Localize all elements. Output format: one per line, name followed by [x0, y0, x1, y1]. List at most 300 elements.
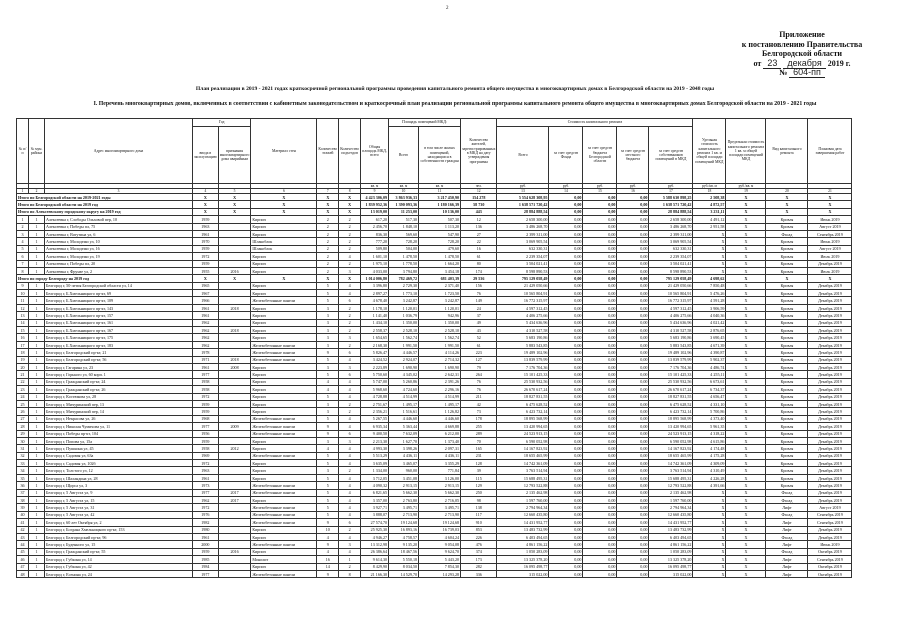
date-year: 2019 г.: [827, 58, 851, 68]
table-cell: 0,00: [583, 526, 617, 533]
table-cell: X: [726, 460, 766, 467]
table-cell: 70: [461, 437, 497, 444]
table-cell: 16 095 498,77: [649, 563, 693, 570]
table-cell: 3: [317, 304, 339, 311]
table-cell: Август 2019: [808, 245, 852, 252]
table-cell: X: [726, 489, 766, 496]
table-cell: 19: [17, 356, 29, 363]
table-cell: 25 530 932,56: [497, 378, 549, 385]
table-cell: 4 406 275,66: [497, 312, 549, 319]
appendix-block: [712, 30, 892, 78]
address-cell: Белгород г, Гражданский пр-кт, 24: [45, 378, 193, 385]
table-cell: 2000: [193, 541, 219, 548]
table-cell: Кирпич: [251, 467, 317, 474]
table-cell: Июнь 2019: [808, 238, 852, 245]
table-cell: Кровля: [766, 216, 808, 223]
table-cell: 5: [317, 282, 339, 289]
table-cell: 0,00: [617, 371, 649, 378]
table-cell: 2: [339, 341, 361, 348]
table-cell: Кровля: [766, 430, 808, 437]
table-cell: 3 712,05: [361, 474, 389, 481]
table-cell: 4 491,12: [693, 216, 726, 223]
table-row: [17, 282, 852, 289]
table-cell: 1982: [193, 519, 219, 526]
table-row: [17, 452, 852, 459]
table-cell: 3 927,71: [361, 504, 389, 511]
table-cell: [218, 482, 251, 489]
table-cell: 2: [339, 312, 361, 319]
table-cell: 0,00: [549, 408, 583, 415]
table-cell: X: [726, 238, 766, 245]
table-cell: [218, 467, 251, 474]
table-cell: 0,00: [617, 445, 649, 452]
table-row: [17, 504, 852, 511]
table-cell: 1961: [193, 312, 219, 319]
table-cell: 0,00: [583, 533, 617, 540]
table-cell: 4 615,86: [693, 437, 726, 444]
table-cell: [218, 386, 251, 393]
address-cell: Белгород г, Садовая ул, 63а: [45, 452, 193, 459]
table-cell: [218, 504, 251, 511]
table-cell: Кровля: [766, 223, 808, 230]
table-cell: Июнь 2019: [808, 216, 852, 223]
summary-cell: 0,00: [617, 275, 649, 282]
column-number-cell: 19: [726, 189, 766, 194]
table-cell: 0,00: [617, 349, 649, 356]
summary-cell: 0,00: [617, 208, 649, 215]
table-cell: 5: [317, 393, 339, 400]
table-cell: Декабрь 2019: [808, 526, 852, 533]
col-regional: за счет средств бюджета Белгородской области: [583, 127, 617, 184]
table-cell: 3 396,80: [361, 282, 389, 289]
table-cell: [218, 297, 251, 304]
table-cell: 4 406 275,66: [649, 312, 693, 319]
table-cell: 3 126,00: [419, 474, 461, 481]
table-cell: 509,80: [361, 245, 389, 252]
table-cell: 2: [317, 216, 339, 223]
summary-cell: X: [808, 194, 852, 201]
table-cell: Кровля: [766, 245, 808, 252]
summary-cell: X: [218, 201, 251, 208]
summary-label: Итого по Алексеевскому городскому округу на 2019 год: [17, 208, 193, 215]
table-cell: X: [726, 334, 766, 341]
table-cell: 5 476,26: [693, 290, 726, 297]
summary-cell: X: [339, 208, 361, 215]
table-cell: Декабрь 2019: [808, 260, 852, 267]
table-cell: 1 050 283,09: [497, 548, 549, 555]
table-cell: Декабрь 2019: [808, 423, 852, 430]
table-cell: 0,00: [583, 230, 617, 237]
table-cell: 3 888,07: [361, 511, 389, 518]
summary-cell: 0,00: [583, 201, 617, 208]
table-cell: 4 255,11: [693, 371, 726, 378]
table-cell: Кирпич: [251, 319, 317, 326]
summary-cell: 681 403,39: [419, 275, 461, 282]
table-cell: Кровля: [766, 341, 808, 348]
table-cell: 2: [317, 267, 339, 274]
table-cell: 39: [17, 504, 29, 511]
table-row: [17, 497, 852, 504]
table-cell: X: [693, 548, 726, 555]
table-cell: 13 483 732,99: [497, 526, 549, 533]
table-cell: 39: [461, 467, 497, 474]
table-cell: X: [726, 304, 766, 311]
table-cell: Июнь 2019: [808, 541, 852, 548]
address-cell: Белгород г, Шаландина ул, 28: [45, 474, 193, 481]
table-cell: X: [726, 312, 766, 319]
table-cell: 24 523 913,15: [649, 430, 693, 437]
table-cell: 1: [29, 482, 45, 489]
buildings-table: [16, 118, 852, 578]
table-cell: Кирпич: [251, 371, 317, 378]
table-cell: 3: [339, 363, 361, 370]
table-cell: 2017: [218, 497, 251, 504]
table-cell: 1 723,50: [419, 290, 461, 297]
table-cell: 1: [29, 349, 45, 356]
table-cell: X: [693, 489, 726, 496]
table-cell: Кирпич: [251, 533, 317, 540]
table-cell: Кровля: [766, 378, 808, 385]
table-cell: X: [726, 371, 766, 378]
summary-cell: 0,00: [583, 194, 617, 201]
table-cell: 73: [461, 408, 497, 415]
table-cell: 0,00: [583, 489, 617, 496]
table-cell: Лифт: [766, 570, 808, 577]
table-cell: Декабрь 2019: [808, 378, 852, 385]
table-cell: 76: [461, 386, 497, 393]
table-cell: 1 478,50: [419, 253, 461, 260]
table-cell: Лифт: [766, 541, 808, 548]
table-cell: 0,00: [583, 482, 617, 489]
table-cell: Кровля: [766, 297, 808, 304]
table-cell: 22: [17, 378, 29, 385]
table-cell: 4: [339, 356, 361, 363]
table-cell: 52: [461, 334, 497, 341]
table-cell: 1: [29, 452, 45, 459]
table-cell: 4: [339, 504, 361, 511]
column-number-cell: 2: [29, 189, 45, 194]
column-number-cell: 20: [766, 189, 808, 194]
table-cell: Декабрь 2019: [808, 356, 852, 363]
table-cell: X: [726, 267, 766, 274]
table-cell: 13 839 579,99: [497, 356, 549, 363]
table-cell: 3 794,80: [389, 267, 419, 274]
col-unit-cost: Удельная стоимость капитального ремонта 1 кв. м общей площади помещений МКД: [693, 119, 726, 184]
table-row: [17, 297, 852, 304]
table-cell: Кирпич: [251, 253, 317, 260]
table-row: [17, 445, 852, 452]
table-cell: 4 656,47: [693, 393, 726, 400]
table-cell: 8 598 890,53: [497, 267, 549, 274]
table-cell: 23: [17, 386, 29, 393]
table-cell: 21 429 050,66: [649, 282, 693, 289]
table-cell: 3 486 268,70: [497, 223, 549, 230]
table-cell: 4 861 156,22: [649, 541, 693, 548]
table-cell: 21: [17, 371, 29, 378]
number-value: 604-пп: [789, 67, 825, 78]
table-cell: Кровля: [766, 393, 808, 400]
table-cell: 0,00: [583, 297, 617, 304]
table-cell: Кирпич: [251, 548, 317, 555]
address-cell: Белгород г, Б.Хмельницкого пр-кт, 167: [45, 327, 193, 334]
table-row: [17, 408, 852, 415]
table-cell: 47: [17, 563, 29, 570]
table-cell: 728,20: [419, 238, 461, 245]
table-cell: 5 700,86: [693, 408, 726, 415]
table-cell: 16: [17, 334, 29, 341]
group-area: Площадь помещений МКД:: [389, 119, 461, 127]
table-cell: 1: [29, 304, 45, 311]
table-cell: 2 399 311,00: [497, 230, 549, 237]
summary-cell: 1 638 571 720,42: [497, 201, 549, 208]
table-cell: 16 772 315,97: [497, 297, 549, 304]
table-cell: 13 312,98: [361, 541, 389, 548]
table-cell: 0,00: [617, 341, 649, 348]
table-cell: X: [726, 260, 766, 267]
table-cell: 19 124,68: [419, 519, 461, 526]
table-cell: [218, 511, 251, 518]
address-cell: Белгород г, Попова ул, 15а: [45, 437, 193, 444]
table-cell: 0,00: [549, 363, 583, 370]
table-cell: Кровля: [766, 267, 808, 274]
table-cell: 3 424,52: [361, 356, 389, 363]
table-cell: 0,00: [617, 541, 649, 548]
table-cell: 0,00: [617, 267, 649, 274]
table-cell: 4 226,28: [693, 474, 726, 481]
address-cell: Белгород г, Победы пр-кт, 104: [45, 430, 193, 437]
table-cell: 6 475 628,52: [497, 400, 549, 407]
table-cell: 777,20: [361, 238, 389, 245]
table-cell: 1: [29, 489, 45, 496]
table-cell: 0,00: [549, 378, 583, 385]
table-row: [17, 260, 852, 267]
table-cell: 1 690,90: [389, 363, 419, 370]
table-cell: 4: [339, 386, 361, 393]
col-address: Адрес многоквартирного дома: [45, 119, 193, 184]
table-cell: Шлакоблок: [251, 245, 317, 252]
table-cell: [218, 430, 251, 437]
table-cell: X: [726, 327, 766, 334]
table-cell: 1961: [193, 533, 219, 540]
table-cell: 1967: [193, 290, 219, 297]
table-cell: Железобетонные панели: [251, 541, 317, 548]
table-cell: 1963: [193, 223, 219, 230]
table-cell: 19 124,68: [389, 519, 419, 526]
table-cell: 14 293,28: [419, 570, 461, 577]
table-cell: 2018: [218, 304, 251, 311]
address-cell: Белгород г, 50-летия Белгородской области ул, 14: [45, 282, 193, 289]
table-cell: Декабрь 2019: [808, 497, 852, 504]
table-cell: 0,00: [583, 519, 617, 526]
table-cell: 231: [461, 452, 497, 459]
table-cell: 2 296,16: [419, 386, 461, 393]
summary-cell: 0,00: [617, 194, 649, 201]
table-cell: 46: [17, 556, 29, 563]
table-cell: 0,00: [549, 223, 583, 230]
table-cell: 1962: [193, 497, 219, 504]
table-cell: Кирпич: [251, 400, 317, 407]
table-cell: 1 334,00: [361, 467, 389, 474]
table-cell: 15 101 425,33: [649, 371, 693, 378]
table-cell: 14: [17, 319, 29, 326]
table-row: [17, 437, 852, 444]
table-cell: Кровля: [766, 467, 808, 474]
address-cell: Белгород г, Николая Чумичова ул, 11: [45, 423, 193, 430]
table-cell: 1971: [193, 356, 219, 363]
table-cell: 24: [461, 304, 497, 311]
table-cell: 0,00: [583, 445, 617, 452]
table-cell: 2: [317, 230, 339, 237]
address-cell: Белгород г, Б.Хмельницкого пр-кт, 109: [45, 297, 193, 304]
table-cell: [218, 371, 251, 378]
table-cell: Декабрь 2019: [808, 386, 852, 393]
table-cell: Декабрь 2019: [808, 474, 852, 481]
table-cell: Железобетонные панели: [251, 297, 317, 304]
table-cell: [218, 378, 251, 385]
table-cell: 2 729,30: [389, 282, 419, 289]
table-cell: Декабрь 2019: [808, 282, 852, 289]
table-cell: 0,00: [583, 253, 617, 260]
table-cell: 5: [317, 356, 339, 363]
unit-cell: руб.: [583, 184, 617, 189]
summary-row: [17, 194, 852, 201]
table-cell: 0,00: [549, 349, 583, 356]
address-cell: Алексеевка г, Молодежи ул, 19: [45, 253, 193, 260]
table-cell: 1: [29, 253, 45, 260]
table-cell: 4 446,60: [389, 415, 419, 422]
table-cell: 569,60: [389, 230, 419, 237]
table-row: [17, 548, 852, 555]
table-cell: 1 975,10: [361, 260, 389, 267]
table-cell: Декабрь 2019: [808, 371, 852, 378]
table-cell: 2: [339, 223, 361, 230]
table-cell: 8: [339, 570, 361, 577]
table-cell: 0,00: [617, 504, 649, 511]
table-cell: [218, 541, 251, 548]
table-cell: 0,00: [583, 341, 617, 348]
table-cell: 0,00: [583, 282, 617, 289]
table-cell: 4 040,36: [693, 312, 726, 319]
table-cell: 5: [317, 482, 339, 489]
table-cell: 5: [317, 460, 339, 467]
table-cell: 4 331,10: [693, 400, 726, 407]
table-cell: 0,00: [617, 393, 649, 400]
table-cell: 21 429 050,66: [497, 282, 549, 289]
address-cell: Белгород г, Богдана Хмельницкого пр-кт, 153: [45, 526, 193, 533]
table-cell: 14 167 823,92: [497, 445, 549, 452]
table-cell: 22: [461, 238, 497, 245]
table-cell: 0,00: [549, 341, 583, 348]
table-cell: Кирпич: [251, 393, 317, 400]
table-cell: 4 436,11: [419, 452, 461, 459]
col-fund: за счет средств Фонда: [549, 127, 583, 184]
summary-cell: 1 390 093,36: [389, 201, 419, 208]
table-cell: 1977: [193, 570, 219, 577]
table-cell: 12 793 522,88: [497, 482, 549, 489]
address-cell: Белгород г, Гражданский пр-кт, 55: [45, 548, 193, 555]
table-cell: 0,00: [583, 423, 617, 430]
table-cell: 35: [17, 474, 29, 481]
table-cell: 1959: [193, 260, 219, 267]
table-cell: X: [726, 452, 766, 459]
summary-cell: X: [251, 194, 317, 201]
column-number-cell: 21: [808, 189, 852, 194]
table-cell: Лифт: [766, 519, 808, 526]
table-cell: 61: [461, 341, 497, 348]
summary-cell: X: [193, 275, 219, 282]
table-cell: 0,00: [549, 489, 583, 496]
unit-cell: руб.: [497, 184, 549, 189]
table-cell: 5: [317, 497, 339, 504]
table-cell: 4 514,99: [389, 393, 419, 400]
table-cell: 4: [317, 548, 339, 555]
table-cell: X: [693, 253, 726, 260]
table-cell: 0,00: [617, 467, 649, 474]
table-cell: 2 456,70: [361, 223, 389, 230]
col-residents: Количество жителей, зарегистрированных в МКД на дату утверждения программы: [461, 119, 497, 184]
table-cell: 5 883 543,85: [497, 341, 549, 348]
table-cell: 226: [461, 533, 497, 540]
table-cell: 4: [17, 238, 29, 245]
table-cell: Кирпич: [251, 460, 317, 467]
table-cell: 3: [339, 437, 361, 444]
unit-cell: руб./кв. м: [693, 184, 726, 189]
column-number-cell: 3: [45, 189, 193, 194]
address-cell: Алексеевка г, Фрунзе ул, 2: [45, 267, 193, 274]
table-cell: 0,00: [583, 460, 617, 467]
table-cell: Монолит: [251, 556, 317, 563]
table-cell: 0,00: [549, 304, 583, 311]
address-cell: Белгород г, Костюкова ул, 28: [45, 393, 193, 400]
table-cell: 2 097,31: [419, 445, 461, 452]
table-cell: Кирпич: [251, 312, 317, 319]
table-cell: Декабрь 2019: [808, 319, 852, 326]
table-cell: 2018: [218, 356, 251, 363]
table-cell: 6 403 494,65: [497, 533, 549, 540]
table-cell: Декабрь 2019: [808, 533, 852, 540]
column-number-cell: 7: [317, 189, 339, 194]
table-row: [17, 334, 852, 341]
table-cell: 617,20: [361, 216, 389, 223]
table-cell: 2: [339, 216, 361, 223]
table-cell: 5 443,20: [419, 556, 461, 563]
table-cell: Сентябрь 2019: [808, 519, 852, 526]
summary-cell: X: [766, 194, 808, 201]
table-cell: 0,00: [617, 452, 649, 459]
summary-cell: X: [339, 201, 361, 208]
table-cell: 4 678,40: [361, 297, 389, 304]
summary-cell: 443: [461, 208, 497, 215]
table-cell: 3 495,71: [389, 504, 419, 511]
table-cell: 2008: [218, 363, 251, 370]
summary-cell: X: [251, 201, 317, 208]
table-cell: 0,00: [583, 386, 617, 393]
table-cell: 1: [29, 238, 45, 245]
table-row: [17, 349, 852, 356]
table-cell: 1: [29, 460, 45, 467]
table-cell: 2 399 311,00: [649, 230, 693, 237]
address-cell: Алексеевка г, Победы пл, 20: [45, 260, 193, 267]
table-cell: 1985: [193, 556, 219, 563]
table-cell: 0,00: [617, 223, 649, 230]
table-cell: Железобетонные панели: [251, 356, 317, 363]
table-cell: 632 330,31: [497, 245, 549, 252]
table-cell: Декабрь 2019: [808, 467, 852, 474]
table-cell: 1961: [193, 230, 219, 237]
table-cell: 1: [29, 474, 45, 481]
table-cell: 1962: [193, 319, 219, 326]
table-cell: Кровля: [766, 400, 808, 407]
